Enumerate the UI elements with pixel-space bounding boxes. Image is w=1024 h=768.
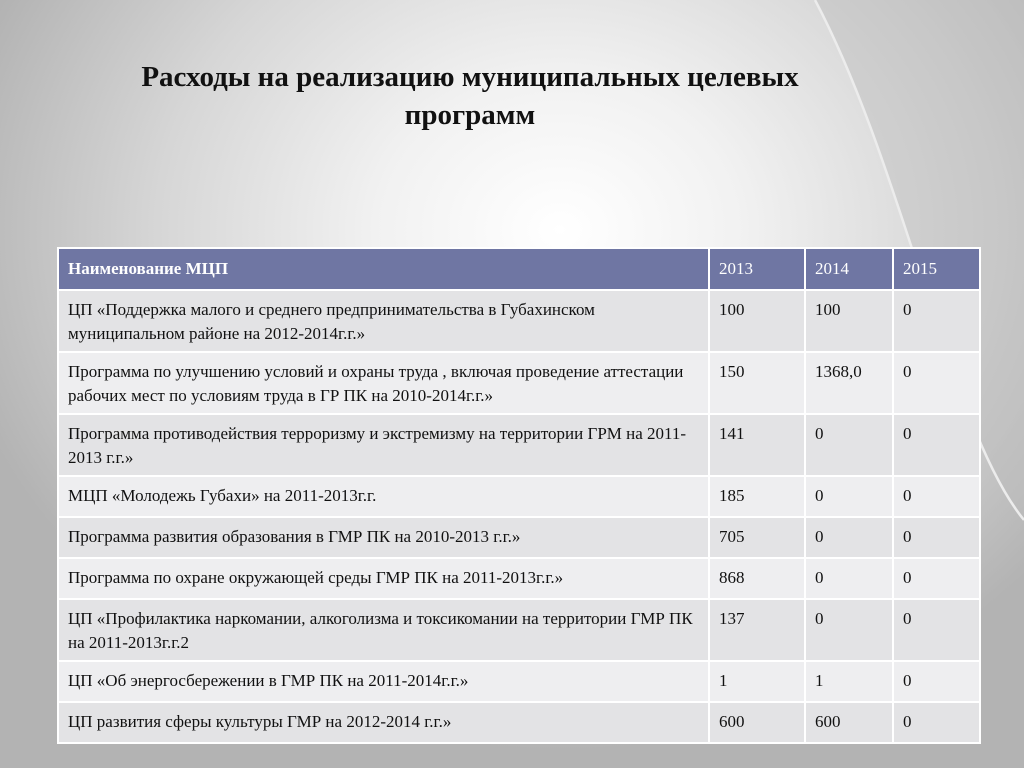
value-2014-cell: 1368,0 xyxy=(805,352,893,414)
value-2013-cell: 600 xyxy=(709,702,805,743)
table-row xyxy=(58,599,980,661)
table-row xyxy=(58,517,980,558)
program-name-cell: ЦП развития сферы культуры ГМР на 2012-2014 г.г.» xyxy=(58,702,709,743)
value-2014-cell: 0 xyxy=(805,414,893,476)
programs-table-container xyxy=(57,247,979,744)
value-2015-cell: 0 xyxy=(893,661,980,702)
value-2013-cell: 705 xyxy=(709,517,805,558)
value-2013-cell: 868 xyxy=(709,558,805,599)
value-2014-cell: 100 xyxy=(805,290,893,352)
value-2015-cell: 0 xyxy=(893,517,980,558)
program-name-cell: Программа по охране окружающей среды ГМР ПК на 2011-2013г.г.» xyxy=(58,558,709,599)
programs-expenses-table xyxy=(57,247,981,744)
value-2013-cell: 1 xyxy=(709,661,805,702)
header-year-2014: 2014 xyxy=(805,248,893,290)
table-row xyxy=(58,290,980,352)
header-year-2015: 2015 xyxy=(893,248,980,290)
value-2015-cell: 0 xyxy=(893,702,980,743)
program-name-cell: ЦП «Поддержка малого и среднего предпринимательства в Губахинском муниципальном районе на 2012-2014г.г.» xyxy=(58,290,709,352)
value-2015-cell: 0 xyxy=(893,352,980,414)
program-name-cell: МЦП «Молодежь Губахи» на 2011-2013г.г. xyxy=(58,476,709,517)
value-2013-cell: 100 xyxy=(709,290,805,352)
value-2014-cell: 600 xyxy=(805,702,893,743)
slide-title-line-1: Расходы на реализацию муниципальных целевых xyxy=(141,61,799,93)
table-row xyxy=(58,414,980,476)
table-header-row xyxy=(58,248,980,290)
value-2014-cell: 0 xyxy=(805,599,893,661)
value-2013-cell: 185 xyxy=(709,476,805,517)
value-2015-cell: 0 xyxy=(893,414,980,476)
value-2013-cell: 150 xyxy=(709,352,805,414)
program-name-cell: ЦП «Профилактика наркомании, алкоголизма и токсикомании на территории ГМР ПК на 2011-2013г.г.2 xyxy=(58,599,709,661)
program-name-cell: ЦП «Об энергосбережении в ГМР ПК на 2011-2014г.г.» xyxy=(58,661,709,702)
table-body xyxy=(58,290,980,743)
header-program-name: Наименование МЦП xyxy=(58,248,709,290)
value-2015-cell: 0 xyxy=(893,558,980,599)
table-header xyxy=(58,248,980,290)
value-2014-cell: 1 xyxy=(805,661,893,702)
value-2013-cell: 137 xyxy=(709,599,805,661)
table-row xyxy=(58,661,980,702)
header-year-2013: 2013 xyxy=(709,248,805,290)
table-row xyxy=(58,352,980,414)
slide-title xyxy=(40,58,900,134)
value-2013-cell: 141 xyxy=(709,414,805,476)
table-row xyxy=(58,476,980,517)
table-row xyxy=(58,558,980,599)
value-2015-cell: 0 xyxy=(893,476,980,517)
value-2014-cell: 0 xyxy=(805,558,893,599)
value-2015-cell: 0 xyxy=(893,599,980,661)
value-2015-cell: 0 xyxy=(893,290,980,352)
program-name-cell: Программа развития образования в ГМР ПК на 2010-2013 г.г.» xyxy=(58,517,709,558)
program-name-cell: Программа по улучшению условий и охраны труда , включая проведение аттестации рабочих мест по условиям труда в ГР ПК на 2010-2014г.г.» xyxy=(58,352,709,414)
slide-title-line-2: программ xyxy=(404,99,536,131)
value-2014-cell: 0 xyxy=(805,476,893,517)
program-name-cell: Программа противодействия терроризму и экстремизму на территории ГРМ на 2011-2013 г.г.» xyxy=(58,414,709,476)
value-2014-cell: 0 xyxy=(805,517,893,558)
table-row xyxy=(58,702,980,743)
